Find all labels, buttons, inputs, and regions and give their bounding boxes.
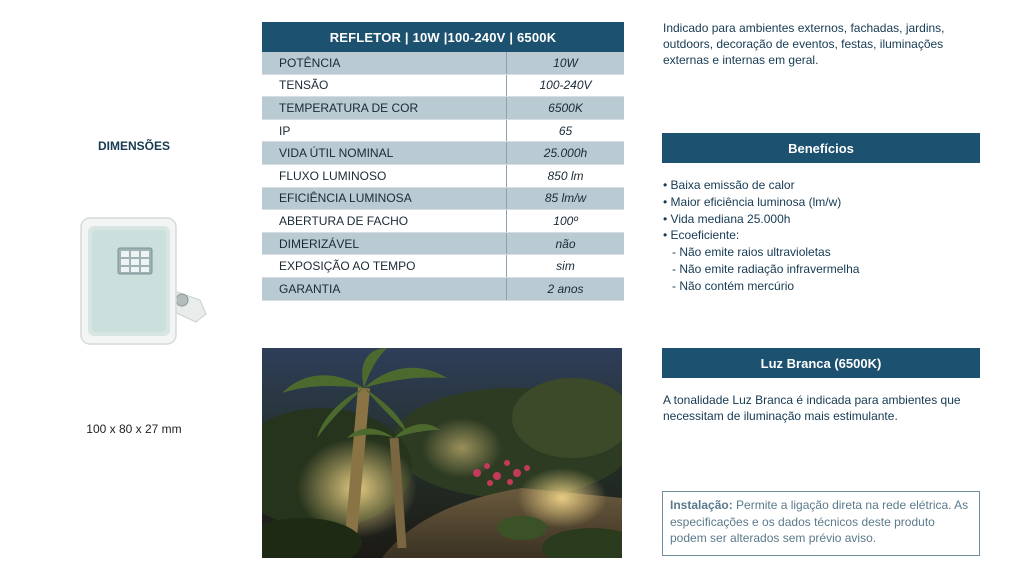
spec-row	[262, 210, 624, 233]
luz-branca-title: Luz Branca (6500K)	[662, 348, 980, 378]
spec-row	[262, 188, 624, 211]
spec-table-header: REFLETOR | 10W |100-240V | 6500K	[262, 22, 624, 52]
spec-label: TEMPERATURA DE COR	[279, 100, 419, 115]
spec-label: EXPOSIÇÃO AO TEMPO	[279, 259, 416, 274]
spec-value: não	[506, 233, 624, 255]
spec-row	[262, 120, 624, 143]
spec-row	[262, 165, 624, 188]
spec-value: 2 anos	[506, 278, 624, 300]
spec-value: 10W	[506, 52, 624, 74]
list-sub-item: - Não contém mercúrio	[672, 278, 795, 293]
spec-row	[262, 142, 624, 165]
installation-label: Instalação:	[670, 498, 733, 512]
list-sub-item: - Não emite raios ultravioletas	[672, 245, 831, 260]
spec-value: 850 lm	[506, 165, 624, 187]
spec-table-body	[262, 52, 624, 301]
spec-label: TENSÃO	[279, 78, 329, 93]
spec-value: 25.000h	[506, 142, 624, 164]
dimensions-title: DIMENSÕES	[97, 139, 170, 153]
spec-value: 65	[506, 120, 624, 142]
list-item: • Maior eficiência luminosa (lm/w)	[663, 194, 842, 209]
spec-value: 6500K	[506, 97, 624, 119]
spec-label: EFICIÊNCIA LUMINOSA	[279, 191, 412, 206]
floodlight-product-image	[78, 214, 212, 348]
spec-row	[262, 52, 624, 75]
spec-row	[262, 233, 624, 256]
installation-note	[662, 491, 980, 556]
spec-row	[262, 278, 624, 301]
luz-branca-description: A tonalidade Luz Branca é indicada para ambientes que necessitam de iluminação mais estimulante.	[663, 393, 961, 423]
list-item: • Baixa emissão de calor	[663, 178, 795, 192]
spec-label: DIMERIZÁVEL	[279, 236, 360, 251]
spec-row	[262, 75, 624, 98]
spec-label: POTÊNCIA	[279, 55, 341, 70]
spec-label: FLUXO LUMINOSO	[279, 168, 387, 183]
spec-table	[262, 22, 624, 301]
intro-text: Indicado para ambientes externos, fachadas, jardins, outdoors, decoração de eventos, festas, iluminações externas e internas em geral.	[663, 21, 945, 67]
spec-value: 100º	[506, 210, 624, 232]
benefits-title: Benefícios	[662, 133, 980, 163]
dimensions-size: 100 x 80 x 27 mm	[86, 422, 182, 436]
spec-label: ABERTURA DE FACHO	[279, 213, 409, 228]
spec-label: GARANTIA	[279, 281, 341, 296]
spec-value: 100-240V	[506, 75, 624, 97]
list-item: • Vida mediana 25.000h	[663, 211, 791, 226]
spec-value: 85 lm/w	[506, 188, 624, 210]
list-sub-item: - Não emite radiação infravermelha	[672, 261, 860, 276]
benefits-list	[663, 177, 983, 295]
list-item: • Ecoeficiente:	[663, 228, 740, 243]
spec-label: VIDA ÚTIL NOMINAL	[279, 146, 394, 161]
spec-value: sim	[506, 255, 624, 277]
spec-label: IP	[279, 123, 291, 138]
spec-row	[262, 255, 624, 278]
installation-text: Permite a ligação direta na rede elétrica. As especificações e os dados técnicos deste produto podem ser alterados sem prévio aviso.	[670, 498, 969, 545]
spec-row	[262, 97, 624, 120]
garden-night-photo	[262, 348, 622, 558]
